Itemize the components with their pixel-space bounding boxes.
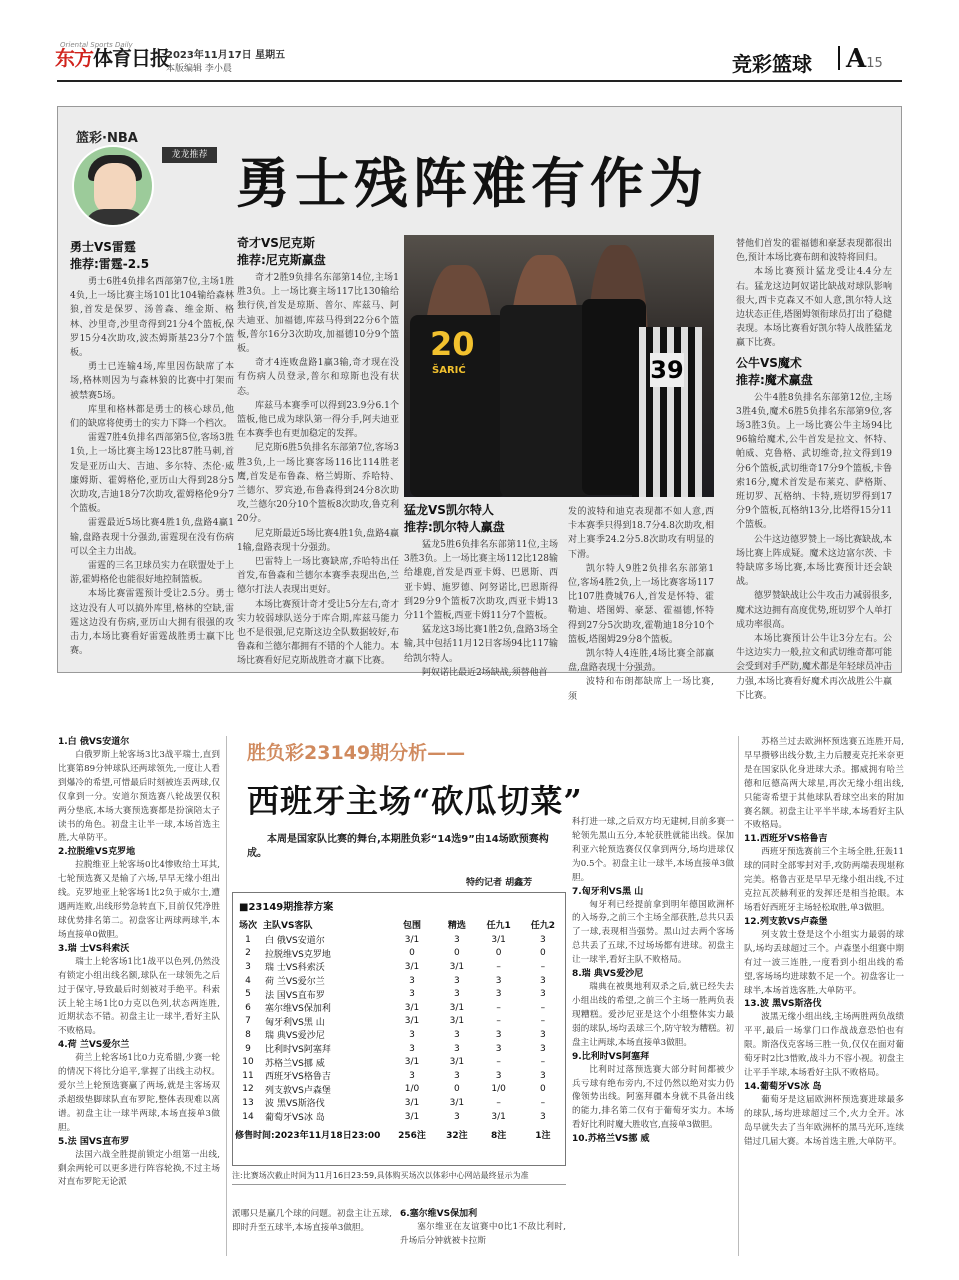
pick-cell: 3 bbox=[454, 1070, 460, 1081]
paragraph: 库兹马本赛季可以得到23.9分6.1个篮板,他已成为球队第一得分手,阿夫迪亚在本赛季也有更加稳定的发挥。 bbox=[237, 400, 399, 440]
match-cell: 瑞 士VS科索沃 bbox=[265, 963, 325, 974]
author-avatar bbox=[72, 145, 154, 227]
paragraph: 白俄罗斯上轮客场3比3战平瑞士,直到比赛第89分钟球队还两球领先,一度让人看到爆冷的希望,可惜最后时刻被连丢两球,仅仅拿到一分。安道尔预选赛八轮战罢仅积两分垫底,本场大赛预选赛都是扮演陪太子读书的角色。初盘主让半一球,本场首选主胜,大单防平。 bbox=[58, 750, 220, 844]
paragraph: 拉脱维亚上轮客场0比4惨败给土耳其,七轮预选赛又是输了六场,早早无缘小组出线。克罗地亚上轮客场1比2负于威尔士,遭遇两连败,出线形势急转直下,目前仅凭净胜球优势排名第二。初盘客让两球两球半,本场直接单0做胆。 bbox=[58, 860, 220, 940]
pick-cell: 3 bbox=[409, 975, 415, 986]
match-heading: 7.匈牙利VS黑 山 bbox=[572, 886, 644, 897]
paragraph: 公牛4胜8负排名东部第12位,主场3胜4负,魔术6胜5负排名东部第9位,客场3胜3负。上一场比赛公牛主场94比96输给魔术,公牛首发是拉文、怀特、帕威、克鲁格、武切维奇,拉文得到19分6个篮板,武切维奇17分9个篮板,卡鲁索16分,魔术首发是布莱克、萨格斯、班切罗、瓦格纳、卡特,班切罗得到17分9个篮板,瓦格纳13分,比塔得15分11个篮板。 bbox=[736, 392, 892, 531]
pick-cell: 9 bbox=[245, 1043, 251, 1054]
recommendation-table bbox=[232, 892, 566, 1166]
pick-cell: 3 bbox=[540, 1070, 546, 1081]
pick-cell: 3/1 bbox=[449, 961, 465, 972]
pick-cell: 3 bbox=[409, 1070, 415, 1081]
match-heading: 4.荷 兰VS爱尔兰 bbox=[58, 1040, 130, 1051]
pick-cell: 3 bbox=[454, 975, 460, 986]
section-title: 竞彩篮球 bbox=[732, 52, 812, 76]
page-editor: 本版编辑 李小晨 bbox=[166, 64, 232, 74]
paragraph: 雷霆最近5场比赛4胜1负,盘路4赢1输,盘路表现十分强劲,雷霆现在没有伤病可以全主力出战。 bbox=[70, 518, 234, 557]
lottery-headline: 西班牙主场“砍瓜切菜” bbox=[247, 782, 583, 820]
match-heading: 3.瑞 士VS科索沃 bbox=[58, 943, 130, 954]
match-heading: 13.波 黑VS斯洛伐 bbox=[744, 999, 822, 1010]
paragraph: 匈牙利已经提前拿到明年德国欧洲杯的入场券,之前三个主场全部获胜,总共只丢了一球,表现相当强势。黑山过去两个客场总共丢了五球,不过场场都有进球。初盘主让一球半,看好主队不败格局。 bbox=[572, 899, 734, 966]
paragraph: 雷霆的三名卫球员实力在联盟处于上游,霍姆格伦也能很好地控制篮板。 bbox=[70, 561, 234, 586]
pick-cell: 8 bbox=[245, 1029, 251, 1040]
masthead bbox=[0, 0, 959, 92]
paragraph: 瑞典在被奥地利双杀之后,就已经失去小组出线的希望,之前三个主场一胜两负表现糟糕。爱沙尼亚是这个小组整体实力最弱的球队,场均丢球三个,防守较为糟糕。初盘主让两球,本场直接单3做胆。 bbox=[572, 982, 734, 1048]
column-header: 包围 bbox=[402, 921, 421, 931]
table-note: 注:比赛场次截止时间为11月16日23:59,具体购买场次以体彩中心网站最终显示为准 bbox=[232, 1171, 529, 1180]
column-tag: 篮彩·NBA bbox=[76, 131, 138, 146]
pick-cell: 13 bbox=[242, 1097, 254, 1108]
match-cell: 苏格兰VS挪 威 bbox=[265, 1058, 325, 1069]
paragraph: 荷兰上轮客场1比0力克希腊,少赛一轮的情况下将比分追平,掌握了出线主动权。爱尔兰上轮预选赛赢了两场,就是主客场双杀超级垫脚球队直布罗陀,整体表现难以离谱。初盘主让一球半两球,本场直接单3做胆。 bbox=[58, 1053, 220, 1133]
paragraph: 本场比赛预计奇才受让5分左右,奇才实力较弱球队送分于库合期,库兹马能力也不是很强,尼克斯这边全队数据较好,布鲁森和兰德尔都拥有不错的个人能力。本场比赛看好尼克斯战胜奇才赢下比赛。 bbox=[237, 599, 400, 667]
match-cell: 波 黑VS斯洛伐 bbox=[265, 1099, 325, 1110]
pick-cell: 3 bbox=[495, 975, 502, 986]
paragraph: 葡萄牙是这届欧洲杯预选赛进球最多的球队,场均进球超过三个,火力全开。冰岛早就失去了当年欧洲杯的黑马光环,连续错过几届大赛。本场首选主胜,大单防平。 bbox=[744, 1094, 904, 1147]
match-cell: 西班牙VS格鲁吉 bbox=[265, 1072, 331, 1083]
match-cell: 荷 兰VS爱尔兰 bbox=[265, 977, 325, 988]
paragraph: 瑞士上轮客场1比1战平以色列,仍然没有锁定小组出线名额,球队在一球领先之后过于保守,导致最后时刻被对手绝平。科索沃上轮主场1比0力克以色列,状态两连胜,近期状态不错。初盘主让一球半,看好主队不败格局。 bbox=[58, 956, 220, 1037]
pick-cell: 1/0 bbox=[404, 1084, 420, 1095]
paragraph: 苏格兰过去欧洲杯预选赛五连胜开局,早早攒够出线分数,主力后腰麦克托米奈更是在国家队化身进球大杀。挪威拥有哈兰德和厄德高两大球星,再次无缘小组出线,只能寄希望于其他球队看球空出来的附加赛名额。初盘主让平半半球,本场看好主队不败格局。 bbox=[744, 737, 904, 831]
pick-cell: 3 bbox=[409, 1043, 415, 1054]
pick-cell: 3 bbox=[454, 989, 460, 1000]
paragraph: 奇才4连败盘路1赢3输,奇才现在没有伤病人员登录,普尔和琼斯也没有状态。 bbox=[237, 358, 399, 397]
match-cell: 塞尔维VS保加利 bbox=[265, 1004, 331, 1015]
pick-cell: 2 bbox=[245, 948, 251, 959]
pick-cell: 3/1 bbox=[491, 934, 506, 945]
paragraph: 派哪只是赢几个球的问题。初盘主让五球,即时升至五球半,本场直接单3做胆。 bbox=[232, 1209, 392, 1233]
column-raptors bbox=[404, 502, 558, 680]
page-number: A15 bbox=[846, 44, 883, 74]
paragraph: 猛龙5胜6负排名东部第11位,主场3胜3负。上一场比赛主场112比128输给雄鹿,首发是西亚卡姆、巴恩斯、西亚卡姆、施罗德、阿努诺比,巴恩斯得到29分9个篮板7次助攻,西亚卡姆13分11个篮板,西亚卡姆11分7个篮板。 bbox=[404, 540, 558, 622]
table-row bbox=[233, 1028, 565, 1042]
pick-cell: 3/1 bbox=[404, 961, 420, 972]
table-footer-row bbox=[233, 1123, 565, 1141]
pick-cell: 6 bbox=[245, 1002, 251, 1013]
issue-date: 2023年11月17日 星期五 bbox=[166, 50, 286, 61]
table-row bbox=[233, 987, 565, 1001]
pick-cell: 3/1 bbox=[491, 1111, 506, 1122]
lottery-mid-column-2 bbox=[400, 1208, 566, 1249]
table-row bbox=[233, 1110, 565, 1124]
note-rule bbox=[232, 1184, 566, 1185]
pick-cell: – bbox=[496, 1016, 501, 1027]
match-heading: 14.葡萄牙VS冰 岛 bbox=[744, 1081, 822, 1092]
pick-cell: 3 bbox=[495, 1070, 502, 1081]
table-row bbox=[233, 933, 565, 947]
match-cell: 葡萄牙VS冰 岛 bbox=[265, 1113, 325, 1124]
pick-cell: – bbox=[496, 1002, 501, 1013]
paragraph: 库里和格林都是勇士的核心球员,他们的缺席将使勇士的实力下降一个档次。 bbox=[70, 404, 234, 430]
pick-cell: 3/1 bbox=[404, 1002, 420, 1013]
paragraph: 猛龙这3场比赛1胜2负,盘路3场全输,其中包括11月12日客场94比117输给凯尔特人。 bbox=[404, 625, 558, 664]
pick-cell: 0 bbox=[454, 948, 460, 959]
total-cell: 8注 bbox=[491, 1131, 507, 1142]
pick-cell: 3 bbox=[454, 1111, 460, 1122]
paragraph: 发的波特和迪克表现都不如人意,西卡本赛季只得到18.7分4.8次助攻,相对上赛季24.2分5.8次助攻有明显的下滑。 bbox=[568, 507, 714, 560]
table-header-row bbox=[233, 916, 565, 933]
pick-cell: 3/1 bbox=[404, 1016, 420, 1027]
pick-cell: – bbox=[540, 1002, 546, 1013]
pick-cell: 3 bbox=[540, 1111, 546, 1122]
byline: 特约记者 胡鑫芳 bbox=[466, 878, 533, 888]
match-heading: 8.瑞 典VS爱沙尼 bbox=[572, 969, 644, 980]
paragraph: 尼克斯最近5场比赛4胜1负,盘路4赢1输,盘路表现十分强劲。 bbox=[237, 528, 399, 553]
referee-number: 39 bbox=[650, 353, 684, 387]
match-cell: 白 俄VS安道尔 bbox=[265, 936, 325, 947]
paragraph: 塞尔维亚在友谊赛中0比1不敌比利时,升场后分钟就被卡拉斯 bbox=[400, 1222, 566, 1246]
column-header: 场次 bbox=[238, 921, 257, 931]
column-header: 任九1 bbox=[486, 921, 511, 931]
newspaper-logo: 东方体育日报 bbox=[55, 46, 169, 70]
match-title: 猛龙VS凯尔特人 bbox=[404, 503, 494, 517]
pick-cell: 3 bbox=[540, 975, 546, 986]
pick-cell: 0 bbox=[495, 948, 502, 959]
paragraph: 波黑无缘小组出线,主场两胜两负战绩平平,最后一场掌门口作战战意恐怕也有限。斯洛伐克客场三胜一负,仅仅在面对葡萄牙时2比3惜败,战斗力不容小视。初盘主让平手半球,本场看好主队不败格局。 bbox=[744, 1012, 904, 1079]
match-title: 勇士VS雷霆 bbox=[70, 240, 136, 254]
column-warriors bbox=[70, 239, 234, 658]
match-heading: 5.法 国VS直布罗 bbox=[58, 1136, 130, 1147]
pick-cell: 3/1 bbox=[404, 1097, 420, 1108]
table-row bbox=[233, 1042, 565, 1056]
pick-cell: 3 bbox=[245, 961, 251, 972]
match-pick: 推荐:雷霆-2.5 bbox=[70, 257, 150, 271]
match-cell: 匈牙利VS黑 山 bbox=[265, 1017, 325, 1028]
match-heading: 6.塞尔维VS保加利 bbox=[400, 1209, 478, 1219]
pick-cell: 3/1 bbox=[404, 1111, 420, 1122]
match-pick: 推荐:魔术赢盘 bbox=[736, 372, 813, 387]
pick-cell: 0 bbox=[454, 1084, 460, 1095]
total-cell: 256注 bbox=[398, 1131, 426, 1142]
pick-cell: 1/0 bbox=[491, 1084, 506, 1095]
column-header: 精选 bbox=[447, 921, 466, 931]
column-celtics bbox=[568, 505, 714, 704]
match-cell: 列支敦VS卢森堡 bbox=[265, 1085, 331, 1096]
lottery-left-column bbox=[58, 736, 220, 1190]
paragraph: 列支敦士登是这个小组实力最弱的球队,场均丢球超过三个。卢森堡小组赛中期有过一波三连胜,一度看到小组出线的希望,客场场均进球数不足一个。初盘客让一球半,本场首选客胜,大单防平。 bbox=[744, 929, 904, 996]
lottery-kicker: 胜负彩23149期分析—— bbox=[247, 742, 466, 764]
pick-cell: 3/1 bbox=[404, 934, 420, 945]
author-badge: 龙龙推荐 bbox=[162, 147, 217, 163]
table-row bbox=[233, 1069, 565, 1083]
match-pick: 推荐:凯尔特人赢盘 bbox=[404, 520, 505, 534]
paragraph: 勇士已连输4场,库里因伤缺席了本场,格林则因为与森林狼的比赛中打架而被禁赛5场。 bbox=[70, 362, 234, 401]
column-wizards bbox=[237, 235, 399, 669]
lottery-right-column-1 bbox=[572, 816, 734, 1146]
pick-cell: 3 bbox=[540, 1029, 546, 1040]
match-pick: 推荐:尼克斯赢盘 bbox=[237, 253, 326, 267]
table-row bbox=[233, 1015, 565, 1029]
table-row bbox=[233, 1096, 565, 1110]
pick-cell: 3 bbox=[540, 934, 546, 945]
paragraph: 公牛这边德罗赞上一场比赛缺战,本场比赛上阵成疑。魔术这边富尔茨、卡特缺席多场比赛,本场比赛预计还会缺战。 bbox=[736, 534, 892, 588]
pick-cell: 12 bbox=[242, 1084, 254, 1095]
paragraph: 凯尔特人4连胜,4场比赛全部赢盘,盘路表现十分强劲。 bbox=[568, 649, 714, 674]
jersey-number: 20 bbox=[430, 325, 475, 363]
paragraph: 法国六战全胜提前锁定小组第一出线,剩余两轮可以更多进行阵容轮换,不过主场对直布罗陀无论派 bbox=[58, 1149, 220, 1188]
paragraph: 勇士6胜4负排名西部第7位,主场1胜4负,上一场比赛主场101比104输给森林狼,首发是保罗、汤普森、维金斯、格林、沙里奇,沙里奇得到21分4个篮板,保罗15分4次助攻,波杰姆斯基23分7个篮板。 bbox=[70, 277, 234, 359]
deadline: 修售时间:2023年11月18日23:00 bbox=[235, 1131, 381, 1142]
pick-cell: 3 bbox=[495, 1029, 502, 1040]
logo-subtitle: Oriental Sports Daily bbox=[60, 41, 133, 49]
pick-cell: 0 bbox=[409, 948, 415, 959]
column-header: 主队VS客队 bbox=[263, 921, 313, 931]
masthead-rule bbox=[57, 80, 902, 82]
table-row bbox=[233, 960, 565, 974]
match-heading: 10.苏格兰VS挪 威 bbox=[572, 1134, 650, 1145]
pick-cell: 1 bbox=[245, 934, 251, 945]
pick-cell: 3 bbox=[409, 1029, 415, 1040]
pick-cell: 7 bbox=[245, 1016, 251, 1027]
column-header: 任九2 bbox=[530, 921, 555, 931]
paragraph: 西班牙预选赛前三个主场全胜,狂轰11球的同时全部零封对手,攻防两端表现堪称完美。格鲁吉亚是早早无缘小组出线,不过克拉瓦茨赫利亚的发挥还是相当抢眼。本场看好西班牙主场轻松取胜,单3做胆。 bbox=[744, 847, 904, 913]
match-cell: 拉脱维VS克罗地 bbox=[265, 949, 331, 960]
paragraph: 德罗赞缺战让公牛攻击力减弱很多,魔术这边拥有高度优势,班切罗个人单打成功率很高。 bbox=[736, 591, 892, 630]
paragraph: 本场比赛预计公牛让3分左右。公牛这边实力一般,拉文和武切维奇都可能会受到对手严防,魔术都是年轻球员冲击力强,本场比赛看好魔术再次战胜公牛赢下比赛。 bbox=[736, 634, 892, 701]
paragraph: 雷霆7胜4负排名西部第5位,客场3胜1负,上一场比赛主场123比87胜马刺,首发是亚历山大、吉迪、多尔特、杰伦·威廉姆斯、霍姆格伦,亚历山大得到28分5次助攻,吉迪18分7次助攻,霍姆格伦9分7个篮板。 bbox=[70, 433, 234, 515]
pick-cell: – bbox=[540, 1057, 546, 1068]
pick-cell: 14 bbox=[242, 1111, 254, 1122]
match-cell: 法 国VS直布罗 bbox=[265, 990, 325, 1001]
pick-cell: – bbox=[540, 1016, 546, 1027]
paragraph: 巴雷特上一场比赛缺席,乔哈特出任首发,布鲁森和兰德尔本赛季表现出色,兰德尔打法人表现出更好。 bbox=[237, 557, 399, 596]
paragraph: 比利时过落预选赛大部分时间都被少兵亏球有绝布旁内,不过仍然以绝对实力仍像领势出线。阿塞拜疆本身就不具备出线的能力,排名第二仅有于葡萄牙实力。本场看好比利时魔大胜收官,直接单3做胆。 bbox=[572, 1064, 734, 1131]
pick-cell: 4 bbox=[245, 975, 251, 986]
pick-cell: 3/1 bbox=[449, 1002, 465, 1013]
jersey-name: ŠARIĆ bbox=[432, 365, 466, 376]
column-divider bbox=[738, 736, 739, 1256]
lottery-mid-column bbox=[232, 1208, 392, 1236]
paragraph: 波特和布朗都缺席上一场比赛,须 bbox=[568, 677, 714, 702]
table-row bbox=[233, 974, 565, 988]
pick-cell: 5 bbox=[245, 989, 251, 1000]
article-headline: 勇士残阵难有作为 bbox=[236, 151, 708, 215]
pick-cell: – bbox=[540, 1097, 546, 1108]
nba-article bbox=[57, 106, 902, 702]
match-heading: 11.西班牙VS格鲁吉 bbox=[744, 834, 828, 845]
match-heading: 12.列支敦VS卢森堡 bbox=[744, 916, 828, 927]
pick-cell: 3 bbox=[540, 1043, 546, 1054]
column-magic bbox=[736, 237, 892, 703]
pick-cell: 3/1 bbox=[449, 1016, 465, 1027]
table-row bbox=[233, 1083, 565, 1097]
pick-cell: 3/1 bbox=[449, 1097, 465, 1108]
lottery-article bbox=[0, 726, 959, 1280]
pick-cell: 10 bbox=[242, 1057, 254, 1068]
paragraph: 本场比赛预计猛龙受让4.4分左右。猛龙这边阿奴诺比缺战对球队影响很大,西卡克森又不如人意,凯尔特人这边状态正佳,塔图姆领衔球员打出了稳健表现。本场比赛看好凯尔特人战胜猛龙赢下比赛。 bbox=[736, 267, 892, 349]
pick-cell: 3 bbox=[409, 989, 415, 1000]
pick-cell: 3 bbox=[495, 1043, 502, 1054]
pick-cell: – bbox=[496, 1097, 501, 1108]
match-cell: 瑞 典VS爱沙尼 bbox=[265, 1031, 325, 1042]
pick-cell: 11 bbox=[242, 1070, 254, 1081]
pick-cell: – bbox=[540, 961, 546, 972]
pick-cell: 3/1 bbox=[449, 1057, 465, 1068]
paragraph: 奇才2胜9负排名东部第14位,主场1胜3负。上一场比赛主场117比130输给独行侠,首发是琼斯、普尔、库兹马、阿夫迪亚、加福德,库兹马得到22分6个篮板,普尔16分3次助攻,加福德10分9个篮板。 bbox=[237, 273, 399, 355]
pick-cell: 3 bbox=[454, 1029, 460, 1040]
match-heading: 2.拉脱维VS克罗地 bbox=[58, 847, 136, 858]
match-cell: 比利时VS阿塞拜 bbox=[265, 1045, 331, 1056]
pick-cell: 3 bbox=[454, 934, 460, 945]
paragraph: 凯尔特人9胜2负排名东部第1位,客场4胜2负,上一场比赛客场117比107胜费城76人,首发是怀特、霍勒迪、塔图姆、豪瑟、霍福德,怀特得到27分5次助攻,霍勒迪18分10个篮板,塔图姆29分8个篮板。 bbox=[568, 563, 714, 645]
pick-cell: 3/1 bbox=[404, 1057, 420, 1068]
table-row bbox=[233, 947, 565, 961]
pick-cell: 3 bbox=[540, 989, 546, 1000]
total-cell: 32注 bbox=[446, 1131, 468, 1142]
match-title: 奇才VS尼克斯 bbox=[237, 236, 315, 250]
pick-cell: – bbox=[496, 1057, 501, 1068]
pick-cell: 3 bbox=[495, 989, 502, 1000]
lottery-right-column-2 bbox=[744, 736, 904, 1150]
table-caption: ■23149期推荐方案 bbox=[239, 902, 334, 913]
table-row bbox=[233, 1055, 565, 1069]
pick-cell: 0 bbox=[540, 948, 546, 959]
match-title: 公牛VS魔术 bbox=[736, 355, 802, 370]
paragraph: 尼克斯6胜5负排名东部第7位,客场3胜3负,上一场比赛客场116比114胜老鹰,首发是布鲁森、格兰姆斯、乔哈特、兰德尔、罗宾逊,布鲁森得到24分8次助攻,兰德尔20分10个篮板8次助攻,鲁克利20分。 bbox=[237, 443, 399, 525]
pick-cell: 0 bbox=[540, 1084, 546, 1095]
total-cell: 1注 bbox=[535, 1131, 551, 1142]
section-divider bbox=[838, 46, 840, 70]
game-photo bbox=[404, 235, 714, 497]
pick-cell: 3 bbox=[454, 1043, 460, 1054]
paragraph: 阿奴诺比最近2场缺战,须替他首 bbox=[422, 667, 548, 678]
match-heading: 9.比利时VS阿塞拜 bbox=[572, 1051, 650, 1062]
paragraph: 科打进一球,之后双方均无建树,目前多赛一轮领先黑山五分,本轮获胜就能出线。保加利亚六轮预选赛仅仅拿到两分,场均进球仅为0.5个。初盘主让一球半,本场直接单3做胆。 bbox=[572, 817, 734, 883]
table-row bbox=[233, 1001, 565, 1015]
paragraph: 本场比赛雷霆预计受让2.5分。勇士这边没有人可以搞外库里,格林的空缺,雷霆这边没有伤病,亚历山大拥有很强的攻击力,本场比赛看好雷霆战胜勇士赢下比赛。 bbox=[70, 589, 234, 657]
paragraph: 替他们首发的霍福德和豪瑟表现都很出色,预计本场比赛布朗和波特将回归。 bbox=[736, 239, 892, 264]
match-heading: 1.白 俄VS安道尔 bbox=[58, 737, 130, 747]
column-divider bbox=[226, 736, 227, 1256]
pick-cell: – bbox=[496, 961, 501, 972]
lottery-intro: 本周是国家队比赛的舞台,本期胜负彩“14选9”由14场欧预赛构成。 bbox=[247, 834, 549, 859]
